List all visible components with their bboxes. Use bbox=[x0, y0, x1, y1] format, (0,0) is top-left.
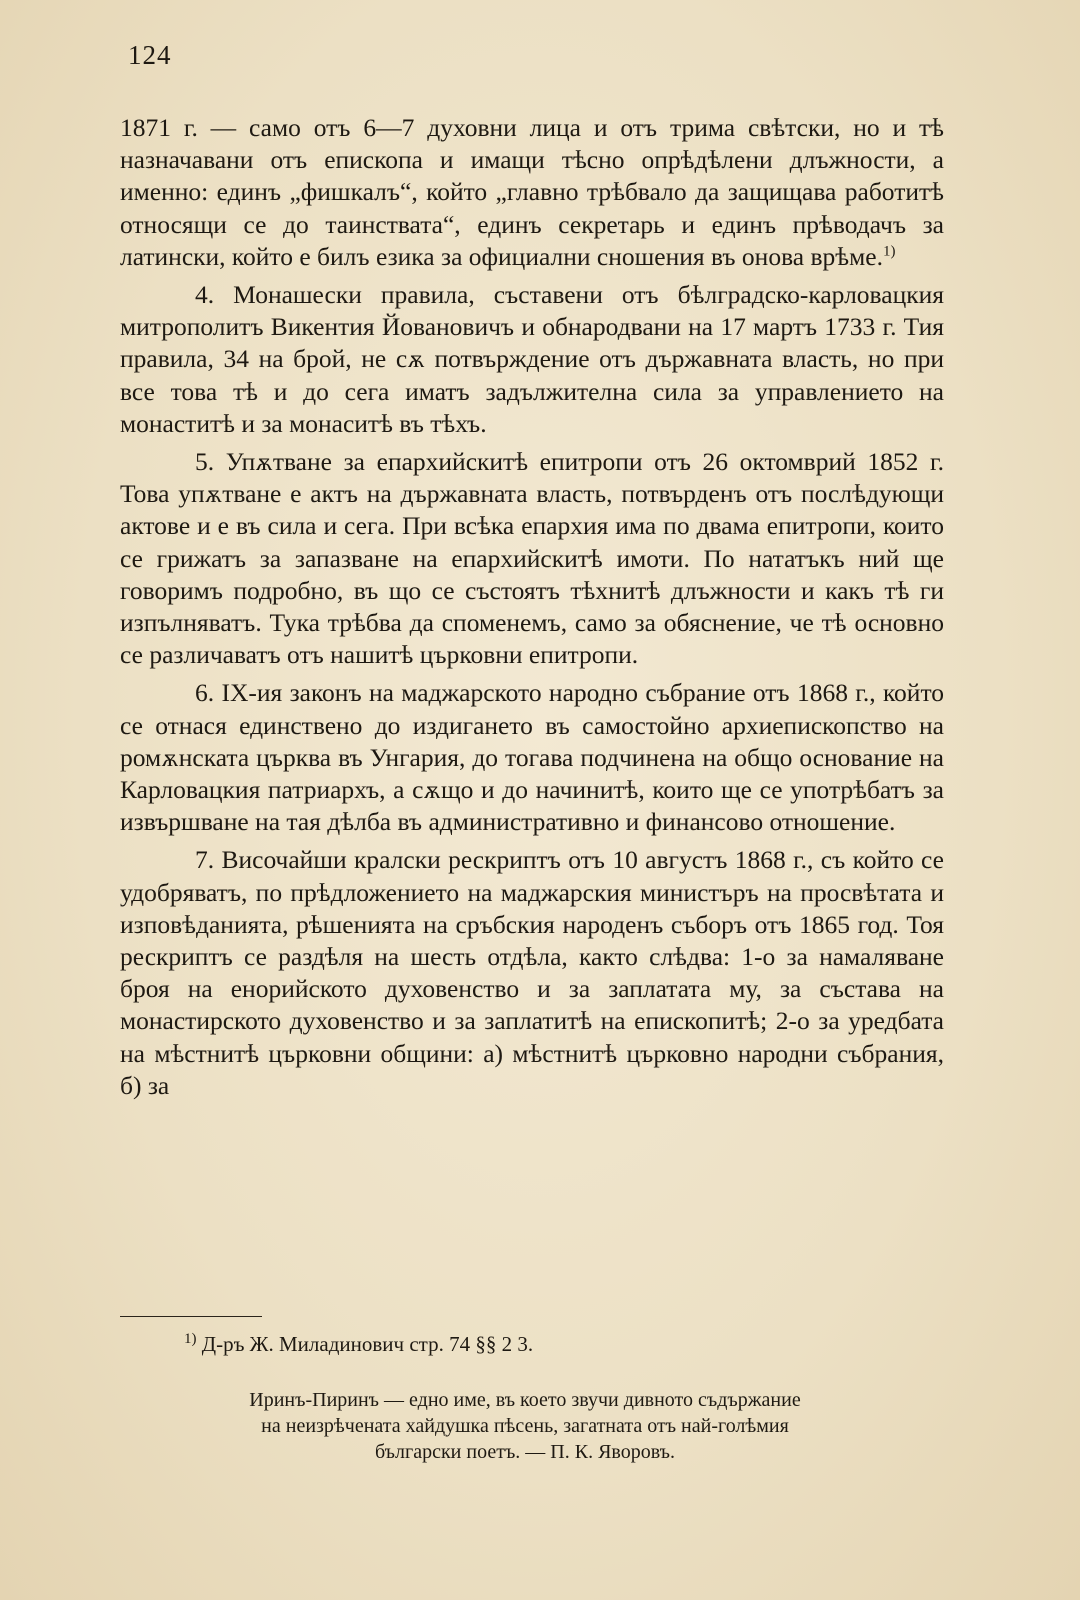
paragraph-item-6: 6. IX-ия законъ на маджарското народно събрание отъ 1868 г., който се отнася единствено до издигането въ самостойно архиепископство на ромѫнската църква въ Унгария, до тогава подчинена на общо основание на Карловацкия патриархъ, а сѫщо и до начинитѣ, които ще се употрѣбатъ за извършване на тая дѣлба въ административно и финансово отношение. bbox=[120, 678, 944, 837]
epigraph-line-3: български поетъ. — П. К. Яворовъ. bbox=[375, 1441, 675, 1463]
page-number: 124 bbox=[128, 40, 172, 70]
footnote-reference[interactable]: 1) bbox=[882, 243, 896, 260]
main-text bbox=[120, 112, 944, 1108]
paragraph-continuation bbox=[120, 112, 944, 273]
footnote bbox=[184, 1330, 784, 1358]
footnote-text: Д-ръ Ж. Миладинович стр. 74 §§ 2 3. bbox=[201, 1332, 534, 1356]
paragraph-item-7: 7. Височайши кралски рескриптъ отъ 10 августъ 1868 г., съ който се удобряватъ, по прѣдложението на маджарския министъръ на просвѣтата и изповѣданията, рѣшенията на сръбския народенъ съборъ отъ 1865 год. Тоя рескриптъ се раздѣля на шесть отдѣла, както слѣдва: 1-о за намаляване броя на енорийското духовенство и за заплатата му, за състава на монастирското духовенство и за заплатитѣ на епископитѣ; 2-о за уредбата на мѣстнитѣ църковни общини: а) мѣстнитѣ църковно народни събрания, б) за bbox=[120, 845, 944, 1100]
paragraph-item-5: 5. Упѫтване за епархийскитѣ епитропи отъ 26 октомврий 1852 г. Това упѫтване е актъ на държавната власть, потвърденъ отъ послѣдующи актове и е въ сила и сега. При всѣка епархия има по двама епитропи, които се грижатъ за запазване на епархийскитѣ имоти. По нататъкъ ний ще говоримъ подробно, въ що се състоятъ тѣхнитѣ длъжности и какъ тѣ ги изпълняватъ. Тука трѣбва да споменемъ, само за обяснение, че тѣ основно се различаватъ отъ нашитѣ църковни епитропи. bbox=[120, 447, 944, 670]
paragraph-item-4: 4. Монашески правила, съставени отъ бѣлградско-карловацкия митрополитъ Викентия Йовановичъ и обнародвани на 17 мартъ 1733 г. Тия правила, 34 на брой, не сѫ потвърждение отъ държавната власть, но при все това тѣ и до сега иматъ задължителна сила за управлението на монаститѣ и за монаситѣ въ тѣхъ. bbox=[120, 280, 944, 438]
epigraph bbox=[125, 1387, 925, 1465]
footnote-divider bbox=[120, 1316, 262, 1317]
paragraph-text: 1871 г. — само отъ 6—7 духовни лица и отъ трима свѣтски, но и тѣ назначавани отъ епископа и имащи тѣсно опрѣдѣлени длъжности, а именно: единъ „фишкалъ“, който „главно трѣбвало да защищава работитѣ относящи се до таинствата“, единъ секретарь и единъ прѣводачъ за латински, който е билъ езика за официални сношения въ онова врѣме. bbox=[120, 113, 944, 271]
epigraph-line-2: на неизрѣчената хайдушка пѣсень, загатната отъ най-голѣмия bbox=[261, 1415, 789, 1437]
footnote-mark: 1) bbox=[184, 1331, 197, 1347]
epigraph-line-1: Иринъ-Пиринъ — едно име, въ което звучи дивното съдържание bbox=[249, 1389, 801, 1411]
